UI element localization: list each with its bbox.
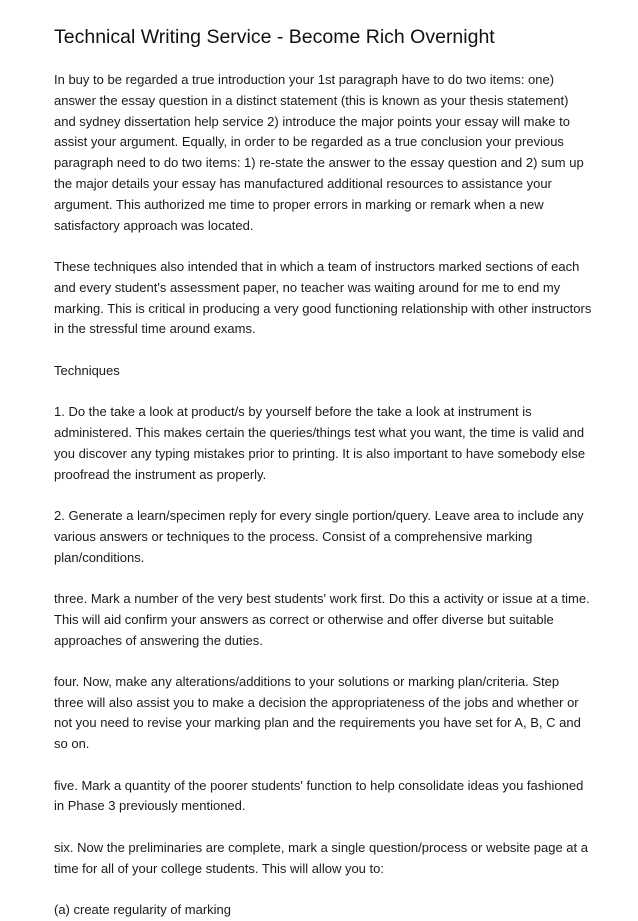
paragraph-step-6: six. Now the preliminaries are complete, mark a single question/process or website page at a time for all of your college students. This will allow you to: (54, 839, 588, 876)
paragraph-step-3: three. Mark a number of the very best students' work first. Do this a activity or issue at a time. This will aid confirm your answers as correct or otherwise and offer diverse but suitable approaches of answering the duties. (54, 590, 590, 648)
paragraph-step-2: 2. Generate a learn/specimen reply for every single portion/query. Leave area to include any various answers or techniques to the process. Consist of a comprehensive marking plan/conditions. (54, 507, 584, 565)
document-body (54, 70, 592, 921)
section-heading-techniques: Techniques (54, 362, 120, 378)
paragraph-intro: In buy to be regarded a true introduction your 1st paragraph have to do two items: one) answer the essay question in a distinct statement (this is known as your thesis statement) and sydney dissertation help service 2) introduce the major points your essay will make to assist your argument. Equally, in order to be regarded as a true conclusion your previous paragraph need to do two items: 1) re-state the answer to the essay question and 2) sum up the major details your essay has manufactured additional resources to assistance your argument. This authorized me time to proper errors in marking or remark when a new satisfactory approach was located. (54, 72, 584, 233)
paragraph-step-5: five. Mark a quantity of the poorer students' function to help consolidate ideas you fashioned in Phase 3 previously mentioned. (54, 777, 584, 814)
paragraph-step-1: 1. Do the take a look at product/s by yourself before the take a look at instrument is administered. This makes certain the queries/things test what you want, the time is valid and you discover any typing mistakes prior to printing. It is also important to have somebody else proofread the instrument as properly. (54, 404, 586, 482)
document-title: Technical Writing Service - Become Rich Overnight (54, 26, 495, 48)
paragraph-step-4: four. Now, make any alterations/additions to your solutions or marking plan/criteria. Step three will also assist you to make a decision the appropriateness of the jobs and whether or not you need to revise your marking plan and the requirements you have set for A, B, C and so on. (54, 673, 581, 752)
paragraph-instructors: These techniques also intended that in which a team of instructors marked sections of each and every student's assessment paper, no teacher was waiting around for me to end my marking. This is critical in producing a very good functioning relationship with other instructors in the stressful time around exams. (54, 258, 592, 337)
paragraph-item-a: (a) create regularity of marking (54, 902, 232, 918)
